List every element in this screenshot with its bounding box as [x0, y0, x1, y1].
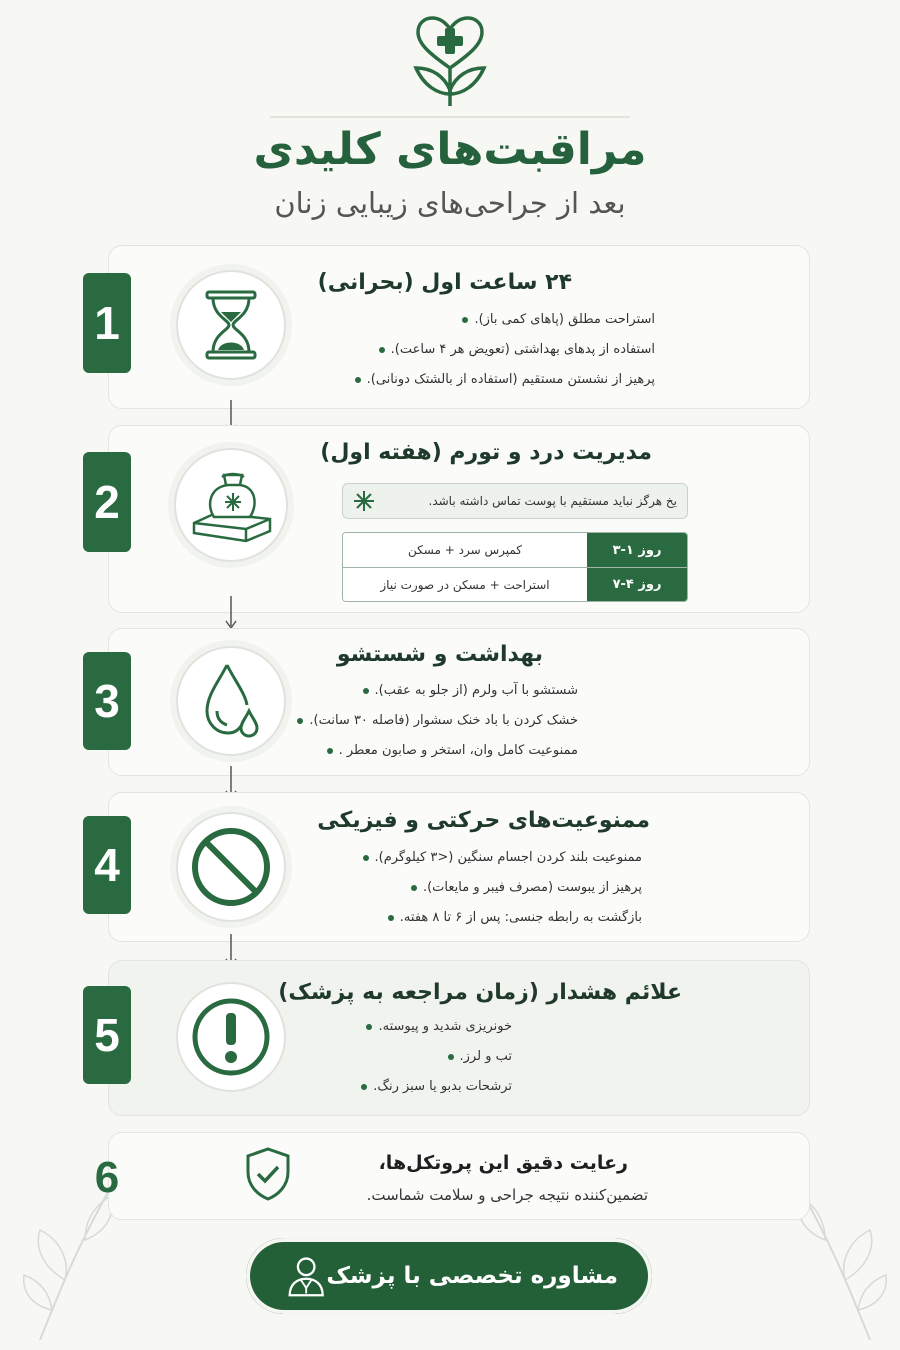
doctor-icon: [286, 1253, 326, 1299]
icon-circle-5: [176, 982, 286, 1092]
section-title-1: ۲۴ ساعت اول (بحرانی): [317, 270, 572, 295]
list-item: ممنوعیت کامل وان، استخر و صابون معطر .: [297, 736, 578, 766]
ice-bag-icon: [186, 465, 276, 545]
list-item: پرهیز از یبوست (مصرف فیبر و مایعات).: [363, 873, 643, 903]
step-number-4: 4: [83, 816, 131, 914]
table-cell-day: روز ۴-۷: [587, 568, 687, 601]
final-title: رعایت دقیق این پروتکل‌ها،: [378, 1152, 628, 1174]
list-item: بازگشت به رابطه جنسی: پس از ۶ تا ۸ هفته.: [363, 903, 643, 933]
step-number-1: 1: [83, 273, 131, 373]
list-item: ترشحات بدبو یا سبز رنگ.: [361, 1072, 512, 1102]
section-bullets-3: [297, 676, 578, 766]
section-title-4: ممنوعیت‌های حرکتی و فیزیکی: [317, 808, 650, 833]
section-title-3: بهداشت و شستشو: [336, 642, 543, 667]
list-item: خونریزی شدید و پیوسته.: [361, 1012, 512, 1042]
consult-doctor-button[interactable]: [246, 1238, 652, 1314]
final-subtitle: تضمین‌کننده نتیجه جراحی و سلامت شماست.: [366, 1186, 648, 1204]
water-drop-icon: [201, 661, 261, 741]
table-cell-day: روز ۱-۳: [587, 533, 687, 567]
page-subtitle: بعد از جراحی‌های زیبایی زنان: [274, 186, 626, 220]
list-item: استفاده از پدهای بهداشتی (تعویض هر ۴ ساعت).: [355, 335, 655, 365]
section-card-6: [108, 1132, 810, 1220]
list-item: تب و لرز.: [361, 1042, 512, 1072]
icon-circle-4: [176, 812, 286, 922]
down-arrow-icon: [225, 596, 237, 630]
list-item: خشک کردن با باد خنک سشوار (فاصله ۳۰ سانت).: [297, 706, 578, 736]
icon-circle-2: [174, 448, 288, 562]
warning-note: یخ هرگز نباید مستقیم با پوست تماس داشته باشد.: [342, 483, 688, 519]
icon-circle-3: [176, 646, 286, 756]
step-number-3: 3: [83, 652, 131, 750]
hourglass-icon: [201, 290, 261, 360]
list-item: پرهیز از نشستن مستقیم (استفاده از بالشتک دونانی).: [355, 365, 655, 395]
shield-check-icon: [244, 1146, 292, 1202]
section-title-5: علائم هشدار (زمان مراجعه به پزشک): [278, 980, 682, 1005]
step-number-2: 2: [83, 452, 131, 552]
table-row: [343, 533, 687, 567]
section-bullets-1: [355, 305, 655, 395]
header-divider: [270, 112, 630, 122]
list-item: استراحت مطلق (پاهای کمی باز).: [355, 305, 655, 335]
page-title: مراقبت‌های کلیدی: [253, 124, 647, 175]
schedule-table: [342, 532, 688, 602]
step-number-5: 5: [83, 986, 131, 1084]
prohibited-icon: [189, 825, 273, 909]
heart-cross-plant-icon: [400, 10, 500, 110]
consult-doctor-label: مشاوره تخصصی با پزشک: [326, 1263, 618, 1289]
list-item: شستشو با آب ولرم (از جلو به عقب).: [297, 676, 578, 706]
icon-circle-1: [176, 270, 286, 380]
table-cell-action: استراحت + مسکن در صورت نیاز: [343, 568, 587, 601]
section-bullets-5: [361, 1012, 512, 1102]
section-bullets-4: [363, 843, 643, 933]
list-item: ممنوعیت بلند کردن اجسام سنگین (<۳ کیلوگرم).: [363, 843, 643, 873]
warning-icon: [189, 995, 273, 1079]
step-number-6: 6: [94, 1153, 120, 1202]
section-title-2: مدیریت درد و تورم (هفته اول): [320, 440, 652, 465]
table-row: [343, 567, 687, 601]
snowflake-icon: [353, 490, 375, 512]
table-cell-action: کمپرس سرد + مسکن: [343, 533, 587, 567]
